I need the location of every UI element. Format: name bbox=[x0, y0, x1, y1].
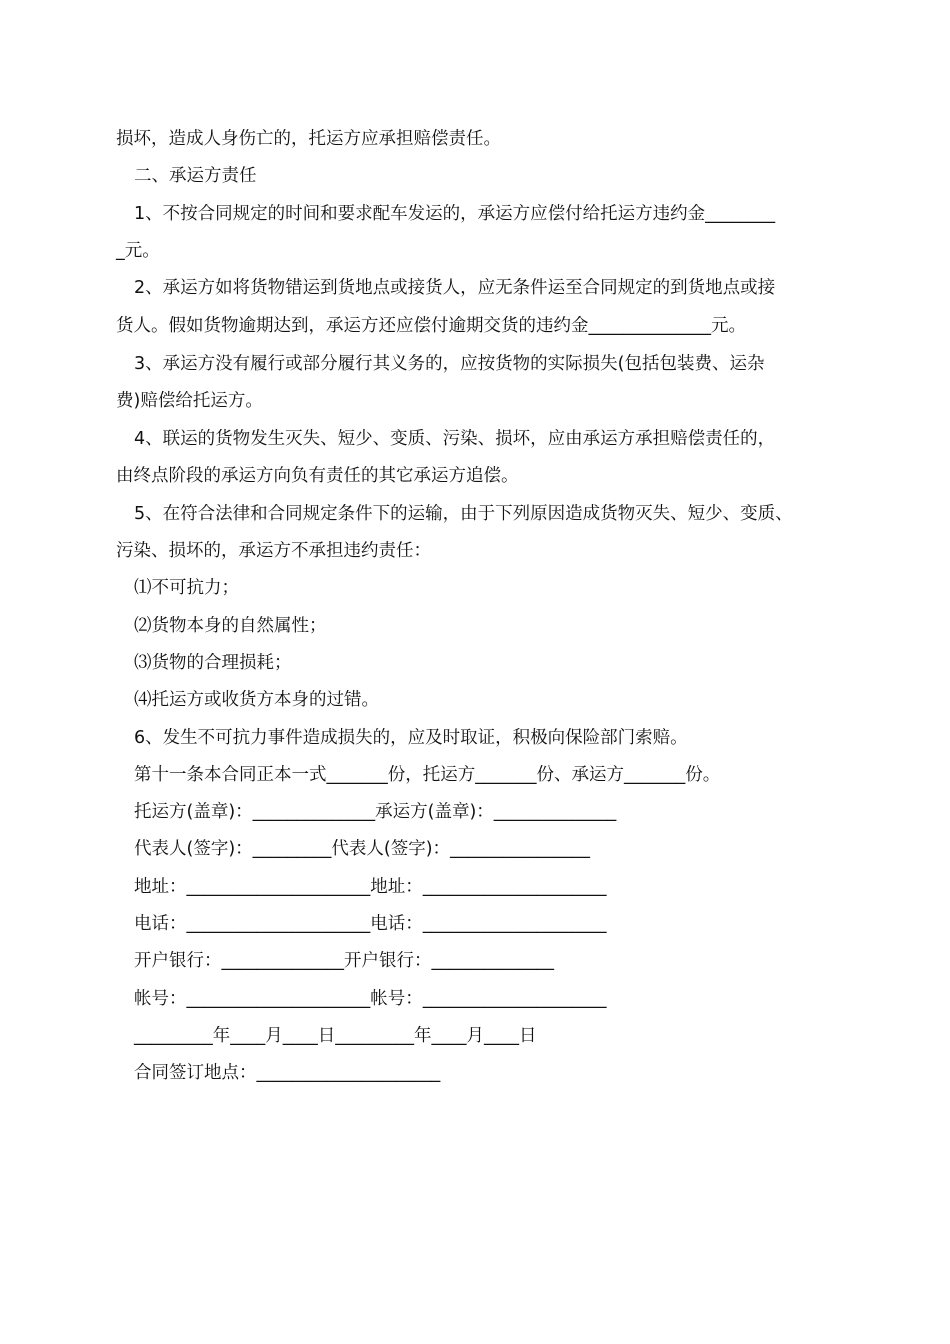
paragraph-line: 第十一条本合同正本一式_______份，托运方_______份、承运方_______份。 bbox=[134, 765, 721, 785]
signature-field-line: 电话：_____________________电话：_____________________ bbox=[134, 914, 607, 934]
paragraph-line: 3、承运方没有履行或部分履行其义务的，应按货物的实际损失(包括包装费、运杂 bbox=[134, 354, 765, 374]
signing-place-line: 合同签订地点：_____________________ bbox=[134, 1063, 441, 1083]
list-item: ⑵货物本身的自然属性； bbox=[134, 616, 327, 636]
date-field-line: _________年____月____日_________年____月____日 bbox=[134, 1026, 537, 1046]
signature-field-line: 代表人(签字)：_________代表人(签字)：________________ bbox=[134, 839, 591, 859]
paragraph-line: 4、联运的货物发生灭失、短少、变质、污染、损坏，应由承运方承担赔偿责任的， bbox=[134, 429, 776, 449]
paragraph-line: _元。 bbox=[116, 241, 160, 261]
paragraph-line: 货人。假如货物逾期达到，承运方还应偿付逾期交货的违约金______________元。 bbox=[116, 316, 746, 336]
signature-field-line: 帐号：_____________________帐号：_____________________ bbox=[134, 989, 607, 1009]
list-item: ⑶货物的合理损耗； bbox=[134, 653, 292, 673]
paragraph-line: 1、不按合同规定的时间和要求配车发运的，承运方应偿付给托运方违约金________ bbox=[134, 204, 776, 224]
signature-field-line: 开户银行：______________开户银行：______________ bbox=[134, 951, 554, 971]
list-item: ⑴不可抗力； bbox=[134, 578, 239, 598]
paragraph-line: 由终点阶段的承运方向负有责任的其它承运方追偿。 bbox=[116, 466, 519, 486]
paragraph-line: 2、承运方如将货物错运到货地点或接货人，应无条件运至合同规定的到货地点或接 bbox=[134, 278, 776, 298]
signature-field-line: 地址：_____________________地址：_____________________ bbox=[134, 877, 607, 897]
paragraph-line: 费)赔偿给托运方。 bbox=[116, 391, 263, 411]
paragraph-line: 5、在符合法律和合同规定条件下的运输，由于下列原因造成货物灭失、短少、变质、 bbox=[134, 504, 793, 524]
paragraph-line: 污染、损坏的，承运方不承担违约责任： bbox=[116, 541, 431, 561]
list-item: ⑷托运方或收货方本身的过错。 bbox=[134, 690, 379, 710]
signature-field-line: 托运方(盖章)：______________承运方(盖章)：______________ bbox=[134, 802, 617, 822]
paragraph-line: 6、发生不可抗力事件造成损失的，应及时取证，积极向保险部门索赔。 bbox=[134, 728, 688, 748]
paragraph-line: 损坏，造成人身伤亡的，托运方应承担赔偿责任。 bbox=[116, 129, 501, 149]
section-heading: 二、承运方责任 bbox=[134, 166, 257, 186]
